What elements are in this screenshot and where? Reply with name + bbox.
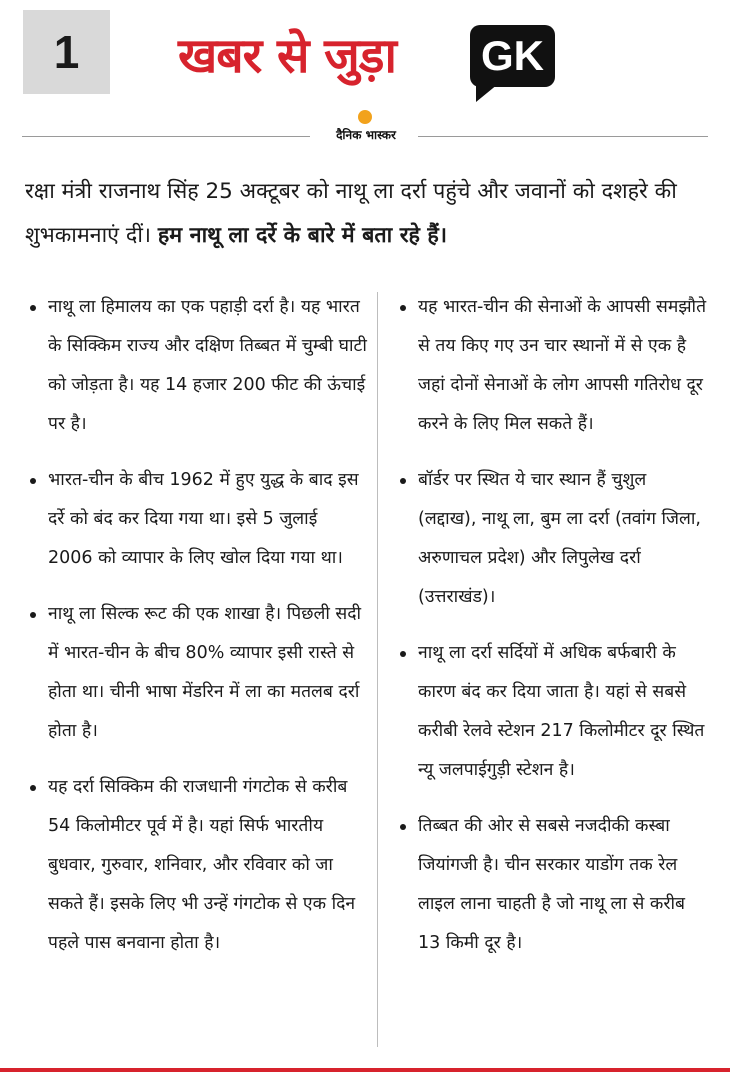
list-item-text: तिब्बत की ओर से सबसे नजदीकी कस्बा जियांगजी है। चीन सरकार याडोंग तक रेल लाइल लाना चाहती है जो नाथू ला से करीब 13 किमी दूर है। (418, 816, 686, 953)
page-title: खबर से जुड़ा (178, 27, 396, 84)
bullet-dot-icon (400, 478, 406, 484)
bullet-dot-icon (30, 612, 36, 618)
footer-accent-bar (0, 1068, 730, 1072)
speech-bubble-tail-icon (476, 84, 498, 102)
list-item (22, 768, 367, 963)
brand-logo: दैनिक भास्कर (336, 128, 396, 142)
brand-logo-dot-icon (358, 110, 372, 124)
list-item-text: यह दर्रा सिक्किम की राजधानी गंगटोक से करीब 54 किलोमीटर पूर्व में है। यहां सिर्फ भारतीय बुधवार, गुरुवार, शनिवार, और रविवार को जा सकते हैं। इसके लिए भी उन्हें गंगटोक से एक दिन पहले पास बनवाना होता है। (48, 777, 356, 953)
list-item (22, 288, 367, 444)
list-item (392, 288, 710, 444)
bullet-dot-icon (30, 305, 36, 311)
list-item (392, 634, 710, 790)
bullet-dot-icon (30, 785, 36, 791)
bullet-dot-icon (400, 305, 406, 311)
intro-paragraph (25, 170, 715, 258)
bullet-dot-icon (400, 824, 406, 830)
list-item-text: बॉर्डर पर स्थित ये चार स्थान हैं चुशुल (लद्दाख), नाथू ला, बुम ला दर्रा (तवांग जिला, अरुणाचल प्रदेश) और लिपुलेख दर्रा (उत्तराखंड)। (418, 470, 701, 607)
list-item (22, 595, 367, 751)
divider-left (22, 136, 310, 137)
intro-bold-text: हम नाथू ला दर्रे के बारे में बता रहे हैं। (157, 223, 447, 248)
left-column (22, 288, 367, 963)
list-item (392, 461, 710, 617)
list-item-text: यह भारत-चीन की सेनाओं के आपसी समझौते से तय किए गए उन चार स्थानों में से एक है जहां दोनों सेनाओं के लोग आपसी गतिरोध दूर करने के लिए मिल सकते हैं। (418, 297, 707, 434)
section-number: 1 (23, 10, 110, 94)
list-item-text: भारत-चीन के बीच 1962 में हुए युद्ध के बाद इस दर्रे को बंद कर दिया गया था। इसे 5 जुलाई 2006 को व्यापार के लिए खोल दिया गया था। (48, 470, 359, 568)
bullet-dot-icon (400, 651, 406, 657)
list-item-text: नाथू ला सिल्क रूट की एक शाखा है। पिछली सदी में भारत-चीन के बीच 80% व्यापार इसी रास्ते से होता था। चीनी भाषा मेंडरिन में ला का मतलब दर्रा होता है। (48, 604, 362, 741)
divider-right (418, 136, 708, 137)
intro-text: रक्षा मंत्री राजनाथ सिंह 25 अक्टूबर को नाथू ला दर्रा पहुंचे और जवानों को दशहरे की शुभकामनाएं दीं। (25, 179, 677, 248)
list-item (392, 807, 710, 963)
list-item-text: नाथू ला हिमालय का एक पहाड़ी दर्रा है। यह भारत के सिक्किम राज्य और दक्षिण तिब्बत में चुम्बी घाटी को जोड़ता है। यह 14 हजार 200 फीट की ऊंचाई पर है। (48, 297, 367, 434)
bullet-dot-icon (30, 478, 36, 484)
gk-badge: GK (470, 25, 555, 87)
list-item (22, 461, 367, 578)
right-column (392, 288, 710, 963)
list-item-text: नाथू ला दर्रा सर्दियों में अधिक बर्फबारी के कारण बंद कर दिया जाता है। यहां से सबसे करीबी रेलवे स्टेशन 217 किलोमीटर दूर स्थित न्यू जलपाईगुड़ी स्टेशन है। (418, 643, 705, 780)
column-divider (377, 292, 378, 1047)
